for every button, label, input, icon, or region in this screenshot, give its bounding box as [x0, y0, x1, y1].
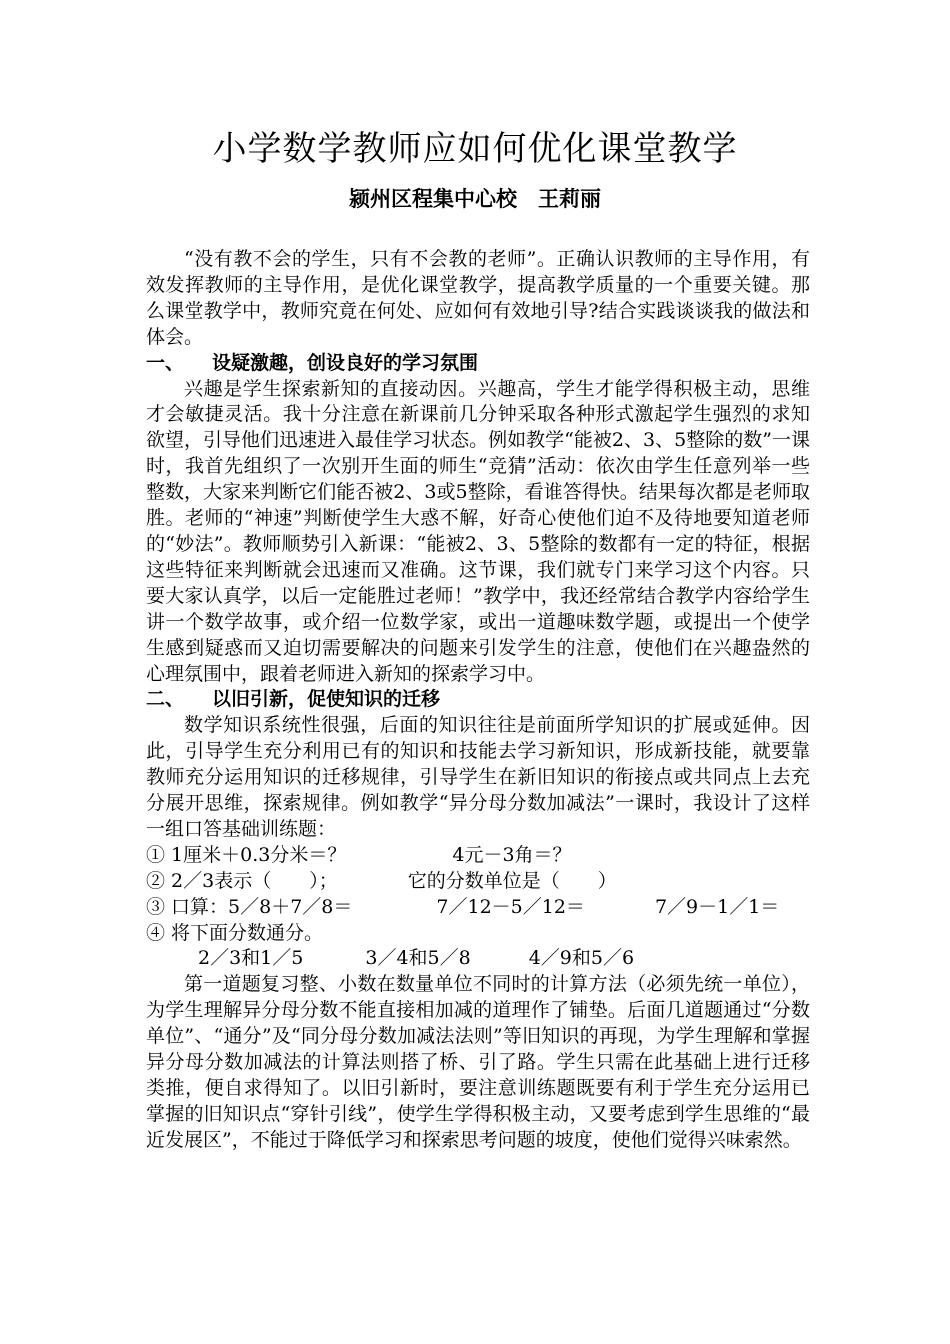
section-2-heading — [146, 687, 810, 713]
exercise-4: ④ 将下面分数通分。 — [146, 921, 324, 944]
exercise-1b: 4元－3角＝？ — [452, 843, 572, 866]
section-1-heading — [146, 351, 810, 377]
exercise-1a: ① 1厘米＋0.3分米＝？ — [146, 843, 347, 866]
section-1-title: 设疑激趣，创设良好的学习氛围 — [212, 351, 479, 374]
document-title: 小学数学教师应如何优化课堂教学 — [212, 129, 738, 169]
exercise-2 — [146, 869, 810, 895]
fraction-pair-1: 2／3和1／5 — [198, 947, 304, 970]
exercise-2b: 它的分数单位是（ ） — [407, 869, 617, 892]
fraction-pair-2: 3／4和5／8 — [365, 947, 471, 970]
section-2-number: 二、 — [146, 688, 185, 711]
exercise-1 — [146, 843, 810, 869]
document-body — [146, 247, 810, 1154]
section-2-paragraph-2: 第一道题复习整、小数在数量单位不同时的计算方法（必须先统一单位），为学生理解异分母分数不能直接相加减的道理作了铺垫。后面几道题通过“分数单位”、“通分”及“同分母分数加减法法则”等旧知识的再现，为学生理解和掌握异分母分数加减法的计算法则搭了桥、引了路。学生只需在此基础上进行迁移类推，便自求得知了。以旧引新时，要注意训练题既要有利于学生充分运用已掌握的旧知识点“穿针引线”，使学生学得积极主动，又要考虑到学生思维的“最近发展区”，不能过于降低学习和探索思考问题的坡度，使他们觉得兴味索然。 — [146, 973, 810, 1151]
exercise-3c: 7／9－1／1＝ — [654, 895, 780, 918]
exercise-4 — [146, 921, 810, 947]
section-2-title: 以旧引新，促使知识的迁移 — [212, 688, 441, 711]
intro-paragraph: “没有教不会的学生，只有不会教的老师”。正确认识教师的主导作用，有效发挥教师的主导作用，是优化课堂教学，提高教学质量的一个重要关键。那么课堂教学中，教师究竟在何处、应如何有效地引导?结合实践谈谈我的做法和体会。 — [146, 248, 810, 348]
exercise-3a: ③ 口算：5／8＋7／8＝ — [146, 895, 353, 918]
fraction-pair-3: 4／9和5／6 — [528, 947, 635, 970]
exercise-2a: ② 2／3表示（ ）； — [146, 869, 338, 892]
author-line: 颍州区程集中心校 王莉丽 — [349, 186, 601, 211]
section-1-paragraph: 兴趣是学生探索新知的直接动因。兴趣高，学生才能学得积极主动，思维才会敏捷灵活。我十分注意在新课前几分钟采取各种形式激起学生强烈的求知欲望，引导他们迅速进入最佳学习状态。例如教学“能被2、3、5整除的数”一课时，我首先组织了一次别开生面的师生“竞猜”活动：依次由学生任意列举一些整数，大家来判断它们能否被2、3或5整除，看谁答得快。结果每次都是老师取胜。老师的“神速”判断使学生大惑不解，好奇心使他们迫不及待地要知道老师的“妙法”。教师顺势引入新课：“能被2、3、5整除的数都有一定的特征，根据这些特征来判断就会迅速而又准确。这节课，我们就专门来学习这个内容。只要大家认真学，以后一定能胜过老师！”教学中，我还经常结合教学内容给学生讲一个数学故事，或介绍一位数学家，或出一道趣味数学题，或提出一个使学生感到疑惑而又迫切需要解决的问题来引发学生的注意，使他们在兴趣盎然的心理氛围中，跟着老师进入新知的探索学习中。 — [146, 377, 810, 685]
section-1-number: 一、 — [146, 351, 185, 374]
section-2-paragraph-1: 数学知识系统性很强，后面的知识往往是前面所学知识的扩展或延伸。因此，引导学生充分利用已有的知识和技能去学习新知识，形成新技能，就要靠教师充分运用知识的迁移规律，引导学生在新旧知识的衔接点或共同点上去充分展开思维，探索规律。例如教学“异分母分数加减法”一课时，我设计了这样一组口答基础训练题： — [146, 714, 810, 840]
exercise-3b: 7／12－5／12＝ — [436, 895, 585, 918]
exercise-3 — [146, 895, 810, 921]
exercise-4-fractions — [146, 946, 810, 972]
